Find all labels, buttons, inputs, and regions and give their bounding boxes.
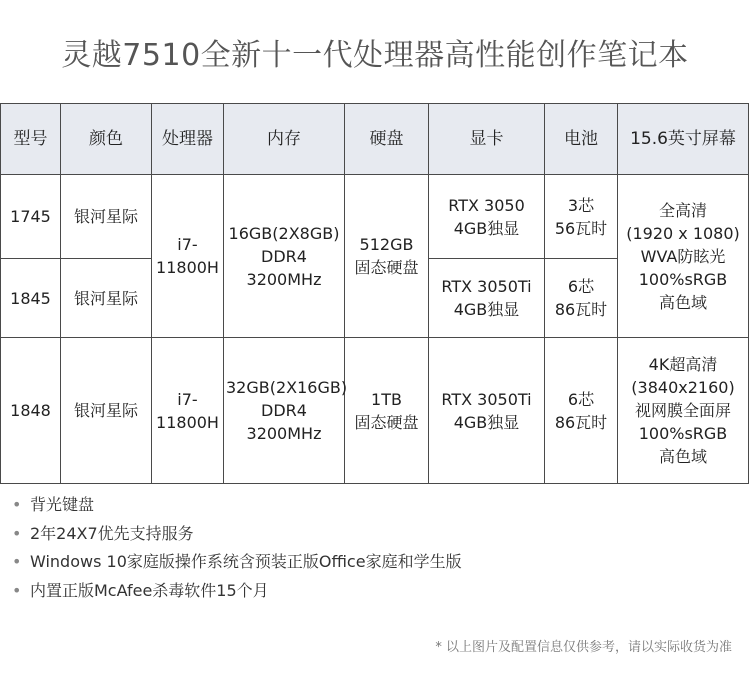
cell-screen: 全高清 (1920 x 1080) WVA防眩光 100%sRGB 高色域: [618, 175, 749, 338]
header-memory: 内存: [224, 104, 345, 175]
cell-gpu: RTX 3050 4GB独显: [429, 175, 545, 259]
cell-model: 1848: [1, 338, 61, 484]
spec-table: [0, 103, 749, 484]
feature-text: Windows 10家庭版操作系统含预装正版Office家庭和学生版: [30, 552, 462, 571]
cell-color: 银河星际: [61, 338, 152, 484]
cell-gpu: RTX 3050Ti 4GB独显: [429, 338, 545, 484]
cell-color: 银河星际: [61, 175, 152, 259]
cell-battery: 6芯 86瓦时: [545, 259, 618, 338]
feature-list: [12, 491, 462, 605]
table-row: [1, 338, 749, 484]
cell-model: 1845: [1, 259, 61, 338]
header-cpu: 处理器: [152, 104, 224, 175]
bullet-icon: •: [12, 495, 22, 514]
feature-text: 背光键盘: [30, 495, 95, 514]
list-item: [12, 577, 462, 606]
disclaimer-note: * 以上图片及配置信息仅供参考，请以实际收货为准: [435, 640, 732, 655]
cell-storage: 1TB 固态硬盘: [345, 338, 429, 484]
list-item: [12, 548, 462, 577]
cell-model: 1745: [1, 175, 61, 259]
cell-memory: 16GB(2X8GB) DDR4 3200MHz: [224, 175, 345, 338]
feature-text: 内置正版McAfee杀毒软件15个月: [30, 580, 269, 600]
header-gpu: 显卡: [429, 104, 545, 175]
bullet-icon: •: [12, 523, 22, 543]
cell-battery: 6芯 86瓦时: [545, 338, 618, 484]
cell-screen: 4K超高清 (3840x2160) 视网膜全面屏 100%sRGB 高色域: [618, 338, 749, 484]
table-header-row: [1, 104, 749, 175]
page-title: 灵越7510全新十一代处理器高性能创作笔记本: [61, 38, 689, 73]
cell-gpu: RTX 3050Ti 4GB独显: [429, 259, 545, 338]
header-color: 颜色: [61, 104, 152, 175]
header-storage: 硬盘: [345, 104, 429, 175]
bullet-icon: •: [12, 580, 22, 600]
cell-cpu: i7- 11800H: [152, 175, 224, 338]
list-item: [12, 491, 462, 520]
cell-storage: 512GB 固态硬盘: [345, 175, 429, 338]
cell-color: 银河星际: [61, 259, 152, 338]
cell-memory: 32GB(2X16GB) DDR4 3200MHz: [224, 338, 345, 484]
bullet-icon: •: [12, 552, 22, 571]
header-screen: 15.6英寸屏幕: [618, 104, 749, 175]
cell-battery: 3芯 56瓦时: [545, 175, 618, 259]
cell-cpu: i7- 11800H: [152, 338, 224, 484]
feature-text: 2年24X7优先支持服务: [30, 523, 194, 543]
table-row: [1, 175, 749, 259]
header-battery: 电池: [545, 104, 618, 175]
list-item: [12, 520, 462, 549]
header-model: 型号: [1, 104, 61, 175]
